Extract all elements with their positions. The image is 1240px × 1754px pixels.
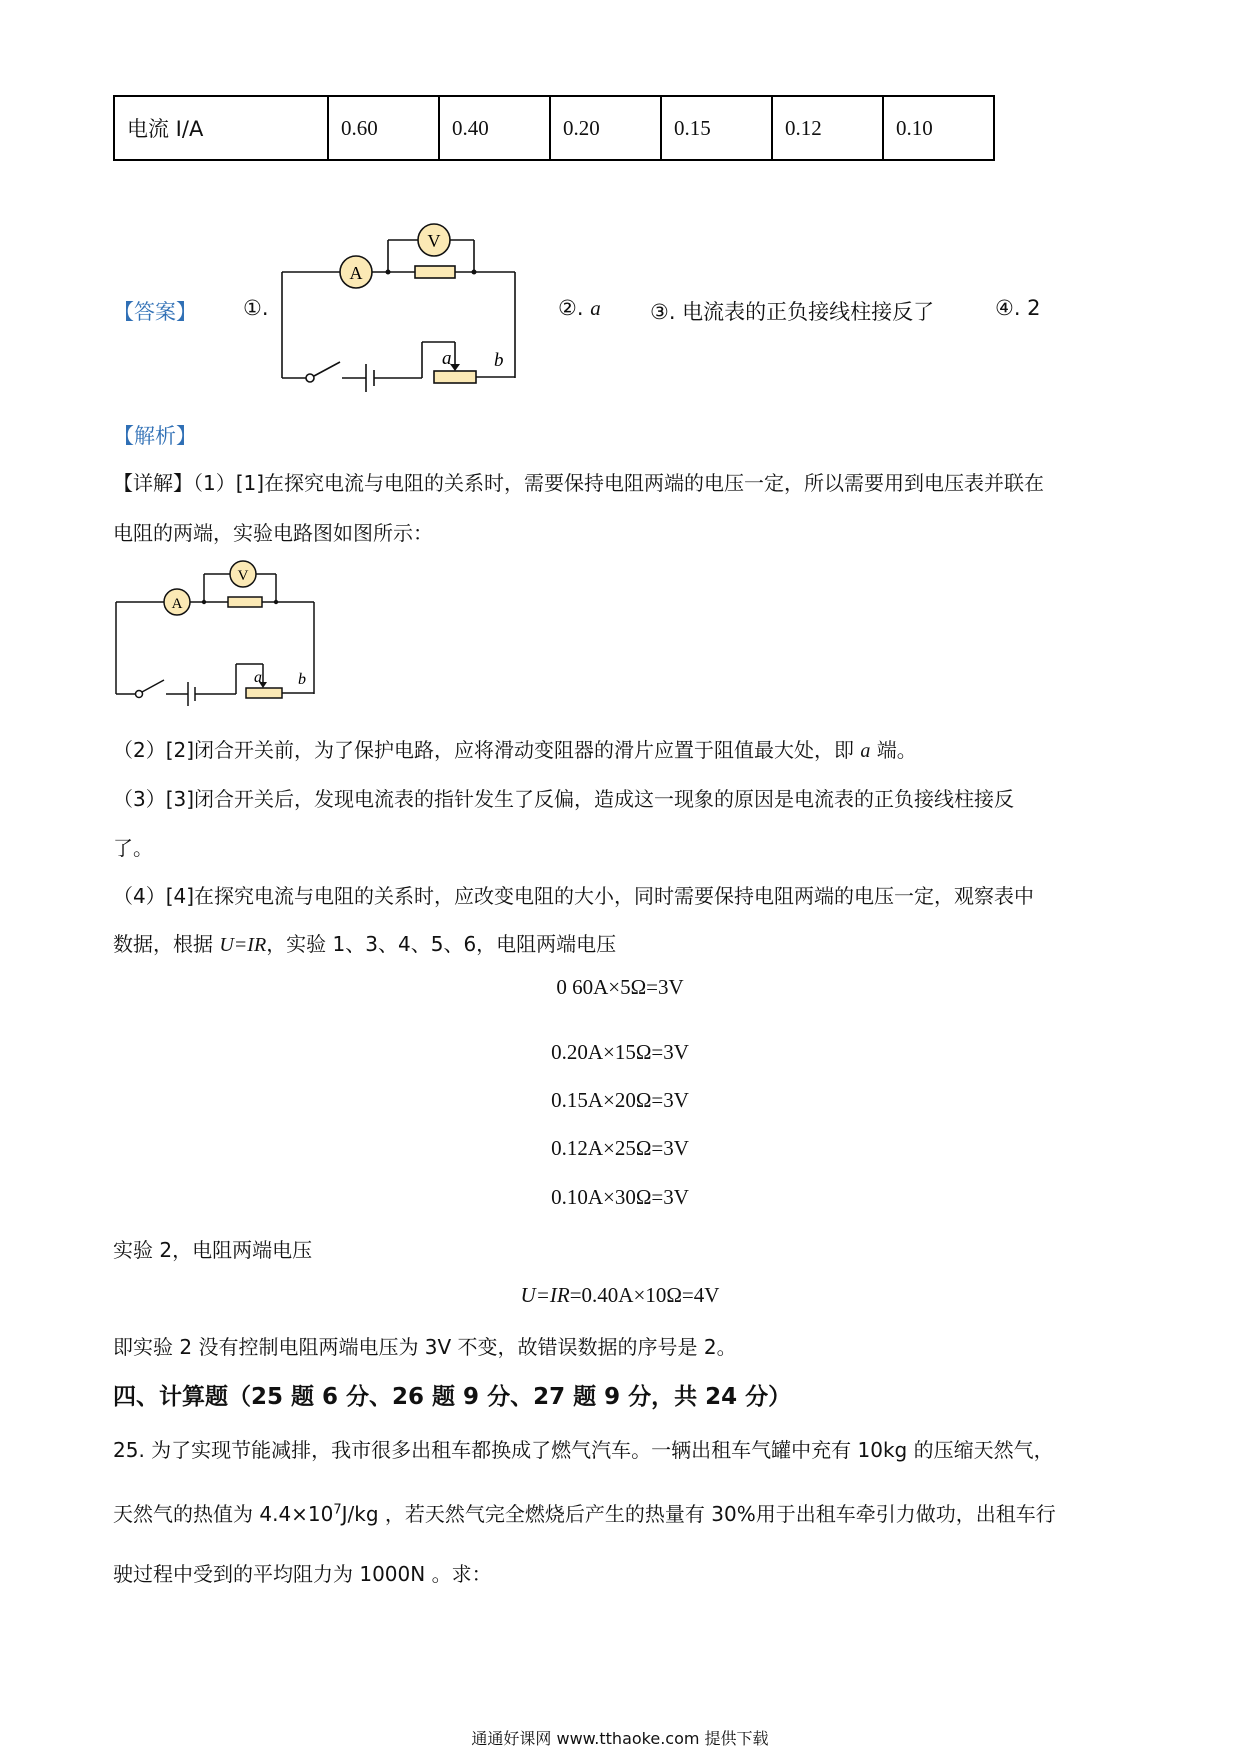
voltmeter-label: V (237, 568, 249, 584)
rheostat-end-a: a (442, 348, 452, 369)
equation: 0 60A×5Ω=3V (556, 975, 684, 999)
table-cell: 0.60 (328, 96, 439, 160)
ammeter-label: A (171, 596, 183, 612)
rheostat-end-b: b (298, 671, 306, 688)
table-header-cell: 电流 I/A (114, 96, 328, 160)
circuit-diagram-answer (270, 220, 530, 400)
equation: 0.20A×15Ω=3V (551, 1040, 689, 1064)
equation: 0.15A×20Ω=3V (551, 1088, 689, 1112)
paragraph-4-line-2: 数据，根据 U=IR，实验 1、3、4、5、6，电阻两端电压 (113, 932, 617, 956)
answer-item-4: ④. 2 (995, 296, 1041, 320)
answer-label: 【答案】 (113, 300, 197, 324)
page-footer: 通通好课网 www.tthaoke.com 提供下载 (471, 1729, 769, 1748)
question-25-line-1: 25. 为了实现节能减排，我市很多出租车都换成了燃气汽车。一辆出租车气罐中充有 10kg 的压缩天然气， (113, 1438, 1054, 1462)
equation: 0.12A×25Ω=3V (551, 1136, 689, 1160)
question-25-line-2: 天然气的热值为 $4.4\times 10^7J/kg$ ，若天然气完全燃烧后产生的热量有 30%用于出租车牵引力做功，出租车行 (113, 1502, 1056, 1526)
section-heading: 四、计算题（25 题 6 分、26 题 9 分、27 题 9 分，共 24 分） (113, 1384, 792, 1410)
table-cell: 0.15 (661, 96, 772, 160)
paragraph-2: （2）[2]闭合开关前，为了保护电路，应将滑动变阻器的滑片应置于阻值最大处，即 a 端。 (113, 738, 917, 762)
table-cell: 0.10 (883, 96, 994, 160)
question-25-line-3: 驶过程中受到的平均阻力为 1000N 。求： (113, 1562, 492, 1586)
detail-line-2: 电阻的两端，实验电路图如图所示： (113, 521, 433, 545)
analysis-label: 【解析】 (113, 424, 197, 448)
ammeter-label: A (349, 263, 363, 283)
paragraph-3-line-1: （3）[3]闭合开关后，发现电流表的指针发生了反偏，造成这一现象的原因是电流表的正负接线柱接反 (113, 787, 1015, 811)
table-cell: 0.20 (550, 96, 661, 160)
equation-experiment-2: U=IR=0.40A×10Ω=4V (520, 1283, 720, 1307)
answer-item-2: ②. a (558, 296, 601, 320)
equation: 0.10A×30Ω=3V (551, 1185, 689, 1209)
experiment-2-text: 实验 2，电阻两端电压 (113, 1238, 313, 1262)
conclusion-text: 即实验 2 没有控制电阻两端电压为 3V 不变，故错误数据的序号是 2。 (113, 1335, 737, 1359)
answer-item-3: ③. 电流表的正负接线柱接反了 (650, 300, 935, 324)
rheostat-end-b: b (494, 350, 504, 371)
table-cell: 0.12 (772, 96, 883, 160)
answer-item-1: ①. (243, 296, 269, 320)
detail-line-1: 【详解】（1）[1]在探究电流与电阻的关系时，需要保持电阻两端的电压一定，所以需要用到电压表并联在 (113, 471, 1045, 495)
paragraph-4-line-1: （4）[4]在探究电流与电阻的关系时，应改变电阻的大小，同时需要保持电阻两端的电压一定，观察表中 (113, 884, 1035, 908)
voltmeter-label: V (427, 231, 441, 251)
table-cell: 0.40 (439, 96, 550, 160)
current-table (113, 95, 995, 161)
rheostat-end-a: a (254, 669, 262, 686)
circuit-diagram-analysis (108, 556, 328, 716)
paragraph-3-line-2: 了。 (113, 836, 153, 860)
table-row (114, 96, 994, 160)
